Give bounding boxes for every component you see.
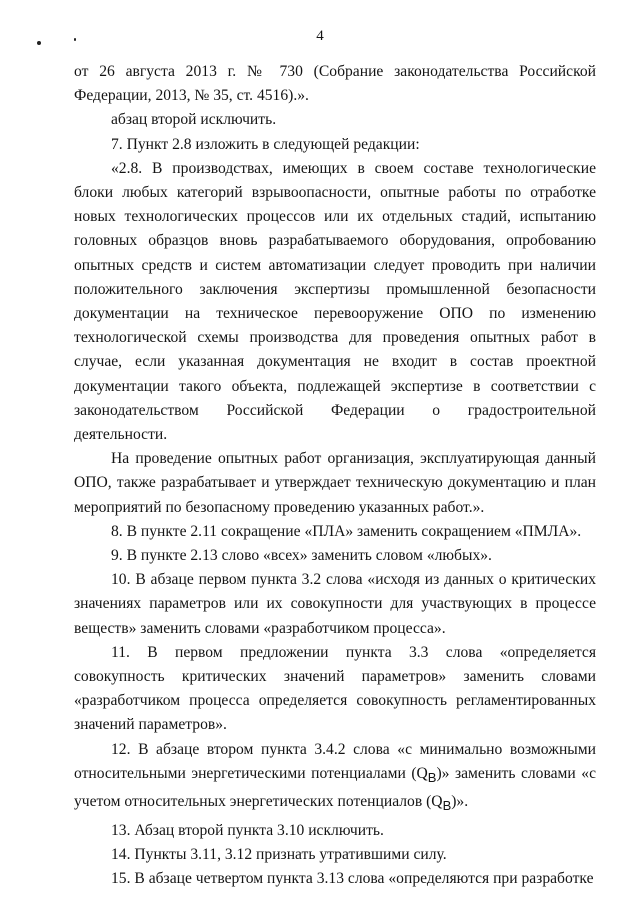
paragraph: абзац второй исключить. [111,111,277,129]
paragraph: 14. Пункты 3.11, 3.12 признать утратившими силу. [111,845,447,863]
paragraph: 15. В абзаце четвертом пункта 3.13 слова «определяются при разработке [111,869,594,887]
paragraph: от 26 августа 2013 г. № 730 (Собрание законодательства Российской Федерации, 2013, № 35, ст. 4516).». [74,63,596,105]
paragraph: «2.8. В производствах, имеющих в своем составе технологические блоки любых категорий взрывоопасности, опытные работы по отработке новых технологических процессов или их отдельных стадий, испытанию головных образцов вновь разрабатываемого оборудования, опробованию опытных средств и систем автоматизации следует проводить при наличии положительного заключения экспертизы промышленной безопасности документации на техническое перевооружение ОПО по изменению технологической схемы производства для проведения опытных работ в случае, если указанная документация не входит в состав проектной документации такого объекта, подлежащей экспертизе в соответствии с законодательством Российской Федерации о градостроительной деятельности. [74,159,596,444]
paragraph: 10. В абзаце первом пункта 3.2 слова «исходя из данных о критических значениях параметров или их совокупности для участвующих в процессе веществ» заменить словами «разработчиком процесса». [74,571,596,637]
paragraph: На проведение опытных работ организация, эксплуатирующая данный ОПО, также разрабатывает и утверждает техническую документацию и план мероприятий по безопасному проведению указанных работ.». [74,450,596,516]
paragraph: 8. В пункте 2.11 сокращение «ПЛА» заменить сокращением «ПМЛА». [111,522,582,540]
paragraph [74,738,596,819]
paragraph: 13. Абзац второй пункта 3.10 исключить. [111,821,384,839]
paragraph-text: )». [451,793,469,811]
paragraph: 9. В пункте 2.13 слово «всех» заменить словом «любых». [111,547,492,565]
page-number: 4 [316,28,324,44]
subscript: B [427,770,437,785]
paragraph: 11. В первом предложении пункта 3.3 слова «определяется совокупность критических значений параметров» заменить словами «разработчиком процесса определяется совокупность регламентированных значений параметров». [74,643,596,734]
subscript: B [442,798,452,814]
paragraph: 7. Пункт 2.8 изложить в следующей редакции: [111,135,420,153]
paragraph-text: 12. В абзаце втором пункта 3.4.2 слова «с минимально возможными относительными энергетическими потенциалами (Q [74,740,596,782]
paragraph-text: )» заменить словами «с учетом относительных энергетических потенциалов (Q [74,764,597,811]
document-body [74,60,596,891]
